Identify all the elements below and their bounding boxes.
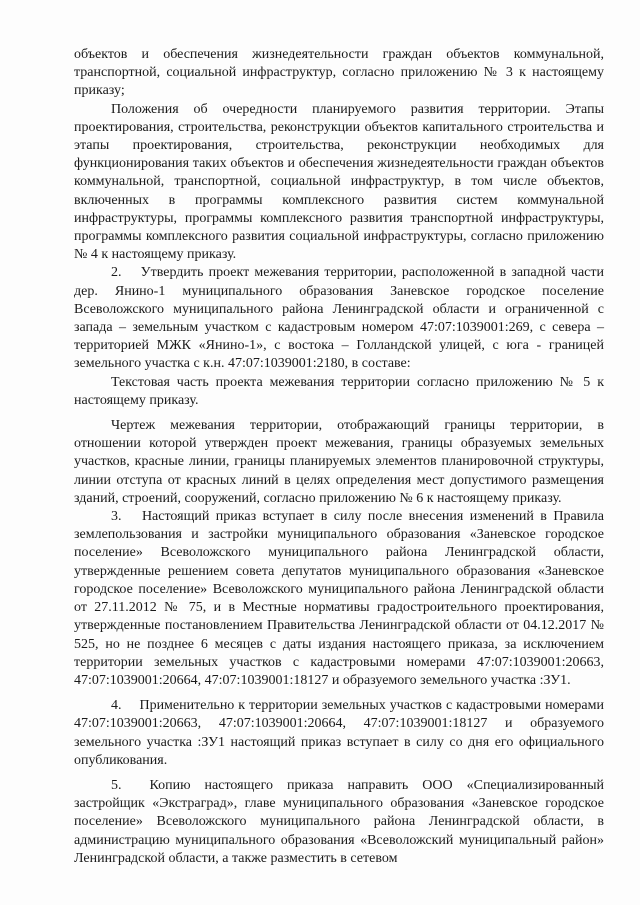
paragraph-item-5-copy-distribution: 5. Копию настоящего приказа направить ООО «Специализированный застройщик «Экстраград», главе муниципального образования «Заневское городское поселение» Всеволожского муниципального района Ленинградской области, в администрацию муниципального образования «Всеволожский муниципальный район» Ленинградской области, а также разместить в сетевом	[74, 777, 604, 866]
document-body	[74, 46, 604, 868]
paragraph-item-3-effective-date: 3. Настоящий приказ вступает в силу после внесения изменений в Правила землепользования и застройки муниципального образования «Заневское городское поселение» Всеволожского муниципального района Ленинградской области, утвержденные решением совета депутатов муниципального образования «Заневское городское поселение» Всеволожского муниципального района Ленинградской области от 27.11.2012 № 75, и в Местные нормативы градостроительного проектирования, утвержденные постановлением Правительства Ленинградской области от 04.12.2017 № 525, но не позднее 6 месяцев с даты издания настоящего приказа, за исключением территории земельных участков с кадастровыми номерами 47:07:1039001:20663, 47:07:1039001:20664, 47:07:1039001:18127 и образуемого земельного участка :ЗУ1.	[74, 509, 604, 688]
paragraph-development-stages: Положения об очередности планируемого развития территории. Этапы проектирования, строительства, реконструкции объектов капитального строительства и этапы проектирования, строительства, реконструкции необходимых для функционирования таких объектов и обеспечения жизнедеятельности граждан объектов коммунальной, транспортной, социальной инфраструктур, в том числе объектов, включенных в программы комплексного развития систем коммунальной инфраструктуры, программы комплексного развития транспортной инфраструктуры, программы комплексного развития социальной инфраструктуры, согласно приложению № 4 к настоящему приказу.	[74, 101, 604, 263]
paragraph-appendix-3-continuation: объектов и обеспечения жизнедеятельности граждан объектов коммунальной, транспортной, социальной инфраструктур, согласно приложению № 3 к настоящему приказу;	[74, 47, 604, 99]
paragraph-item-4-land-plots: 4. Применительно к территории земельных участков с кадастровыми номерами 47:07:1039001:20663, 47:07:1039001:20664, 47:07:1039001:18127 и образуемого земельного участка :ЗУ1 настоящий приказ вступает в силу со дня его официального опубликования.	[74, 698, 604, 768]
paragraph-drawing-appendix-6: Чертеж межевания территории, отображающий границы территории, в отношении которой утвержден проект межевания, границы образуемых земельных участков, красные линии, границы планируемых элементов планировочной структуры, линии отступа от красных линий в целях определения мест допустимого размещения зданий, строений, сооружений, согласно приложению № 6 к настоящему приказу.	[74, 418, 604, 506]
paragraph-text-part-appendix-5: Текстовая часть проекта межевания территории согласно приложению № 5 к настоящему приказу.	[74, 374, 604, 408]
paragraph-item-2-survey-project: 2. Утвердить проект межевания территории, расположенной в западной части дер. Янино-1 муниципального образования Заневское городское поселение Всеволожского муниципального района Ленинградской области и ограниченной с запада – земельным участком с кадастровым номером 47:07:1039001:269, с севера – территорией МЖК «Янино-1», с востока – Голландской улицей, с юга - границей земельного участка с к.н. 47:07:1039001:2180, в составе:	[74, 265, 604, 372]
